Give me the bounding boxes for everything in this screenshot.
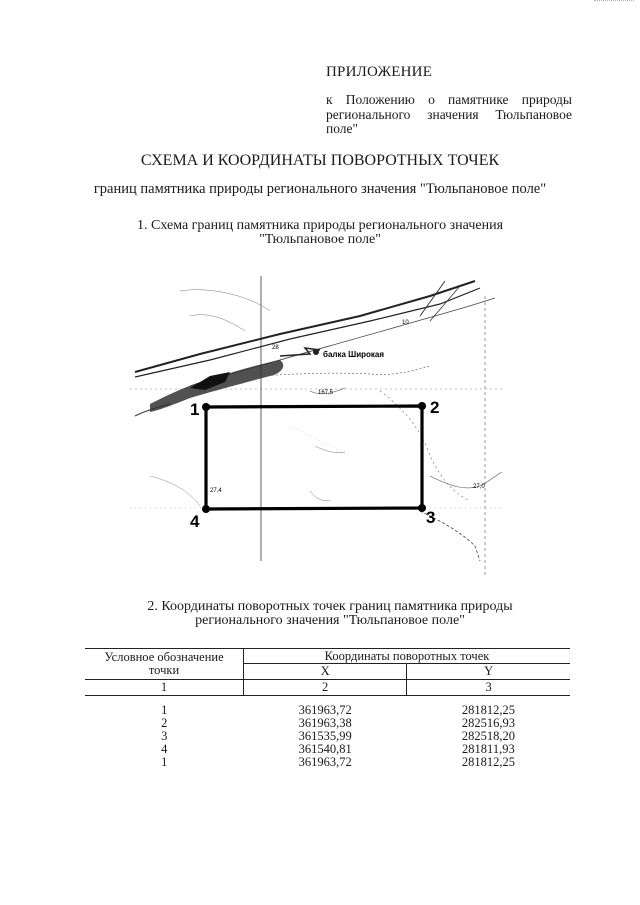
table-header-row (85, 649, 570, 664)
section-2-heading (60, 600, 600, 628)
elevation-label: 27,0 (473, 484, 485, 490)
boundary-vertex (418, 402, 426, 410)
elevation-label: 10 (402, 320, 409, 326)
boundary-vertex (202, 403, 210, 411)
point-label-2: 2 (430, 398, 440, 417)
table-row: 2 361963,38 282516,93 (161, 716, 515, 730)
document-title: СХЕМА И КООРДИНАТЫ ПОВОРОТНЫХ ТОЧЕК (140, 152, 500, 169)
point-header: Условное обозначение точки (85, 649, 244, 680)
boundary-polygon (206, 406, 422, 509)
section-1-line-1: 1. Схема границ памятника природы регионального значения (136, 218, 504, 233)
section-2-line-2: регионального значения "Тюльпановое поле" (195, 613, 465, 628)
table-row: 1 361963,72 281812,25 (161, 755, 515, 769)
y-header: Y (484, 664, 494, 678)
document-subtitle: границ памятника природы регионального значения "Тюльпановое поле" (93, 181, 547, 197)
table-row: 4 361540,81 281811,93 (161, 742, 515, 756)
appendix-reference: к Положению о памятнике природы регионального значения Тюльпановое поле" (326, 92, 572, 136)
scan-corner-mark (594, 0, 634, 4)
point-label-4: 4 (190, 512, 200, 531)
elevation-label: 27,4 (210, 488, 222, 494)
map-road (135, 288, 480, 377)
map-road (135, 281, 475, 372)
elevation-label: 167,5 (318, 390, 334, 396)
section-1-heading (60, 219, 580, 247)
section-1-line-2: "Тюльпановое поле" (259, 232, 381, 247)
x-header: X (244, 664, 407, 680)
table-index-row: 1 2 3 (85, 680, 570, 696)
section-2-line-1: 2. Координаты поворотных точек границ памятника природы (147, 599, 513, 614)
table-row: 3 361535,99 282518,20 (161, 729, 515, 743)
boundary-vertex (418, 504, 426, 512)
table-row: 1 361963,72 281812,25 (161, 703, 515, 717)
boundary-vertex (202, 505, 210, 513)
place-label: балка Широкая (323, 350, 384, 359)
coords-header: Координаты поворотных точек (244, 649, 571, 664)
appendix-title: ПРИЛОЖЕНИЕ (326, 64, 433, 80)
coordinates-table (85, 648, 570, 769)
point-label-3: 3 (426, 508, 436, 527)
elevation-label: 28 (272, 345, 279, 351)
boundary-map (130, 276, 502, 576)
point-label-1: 1 (190, 400, 200, 419)
